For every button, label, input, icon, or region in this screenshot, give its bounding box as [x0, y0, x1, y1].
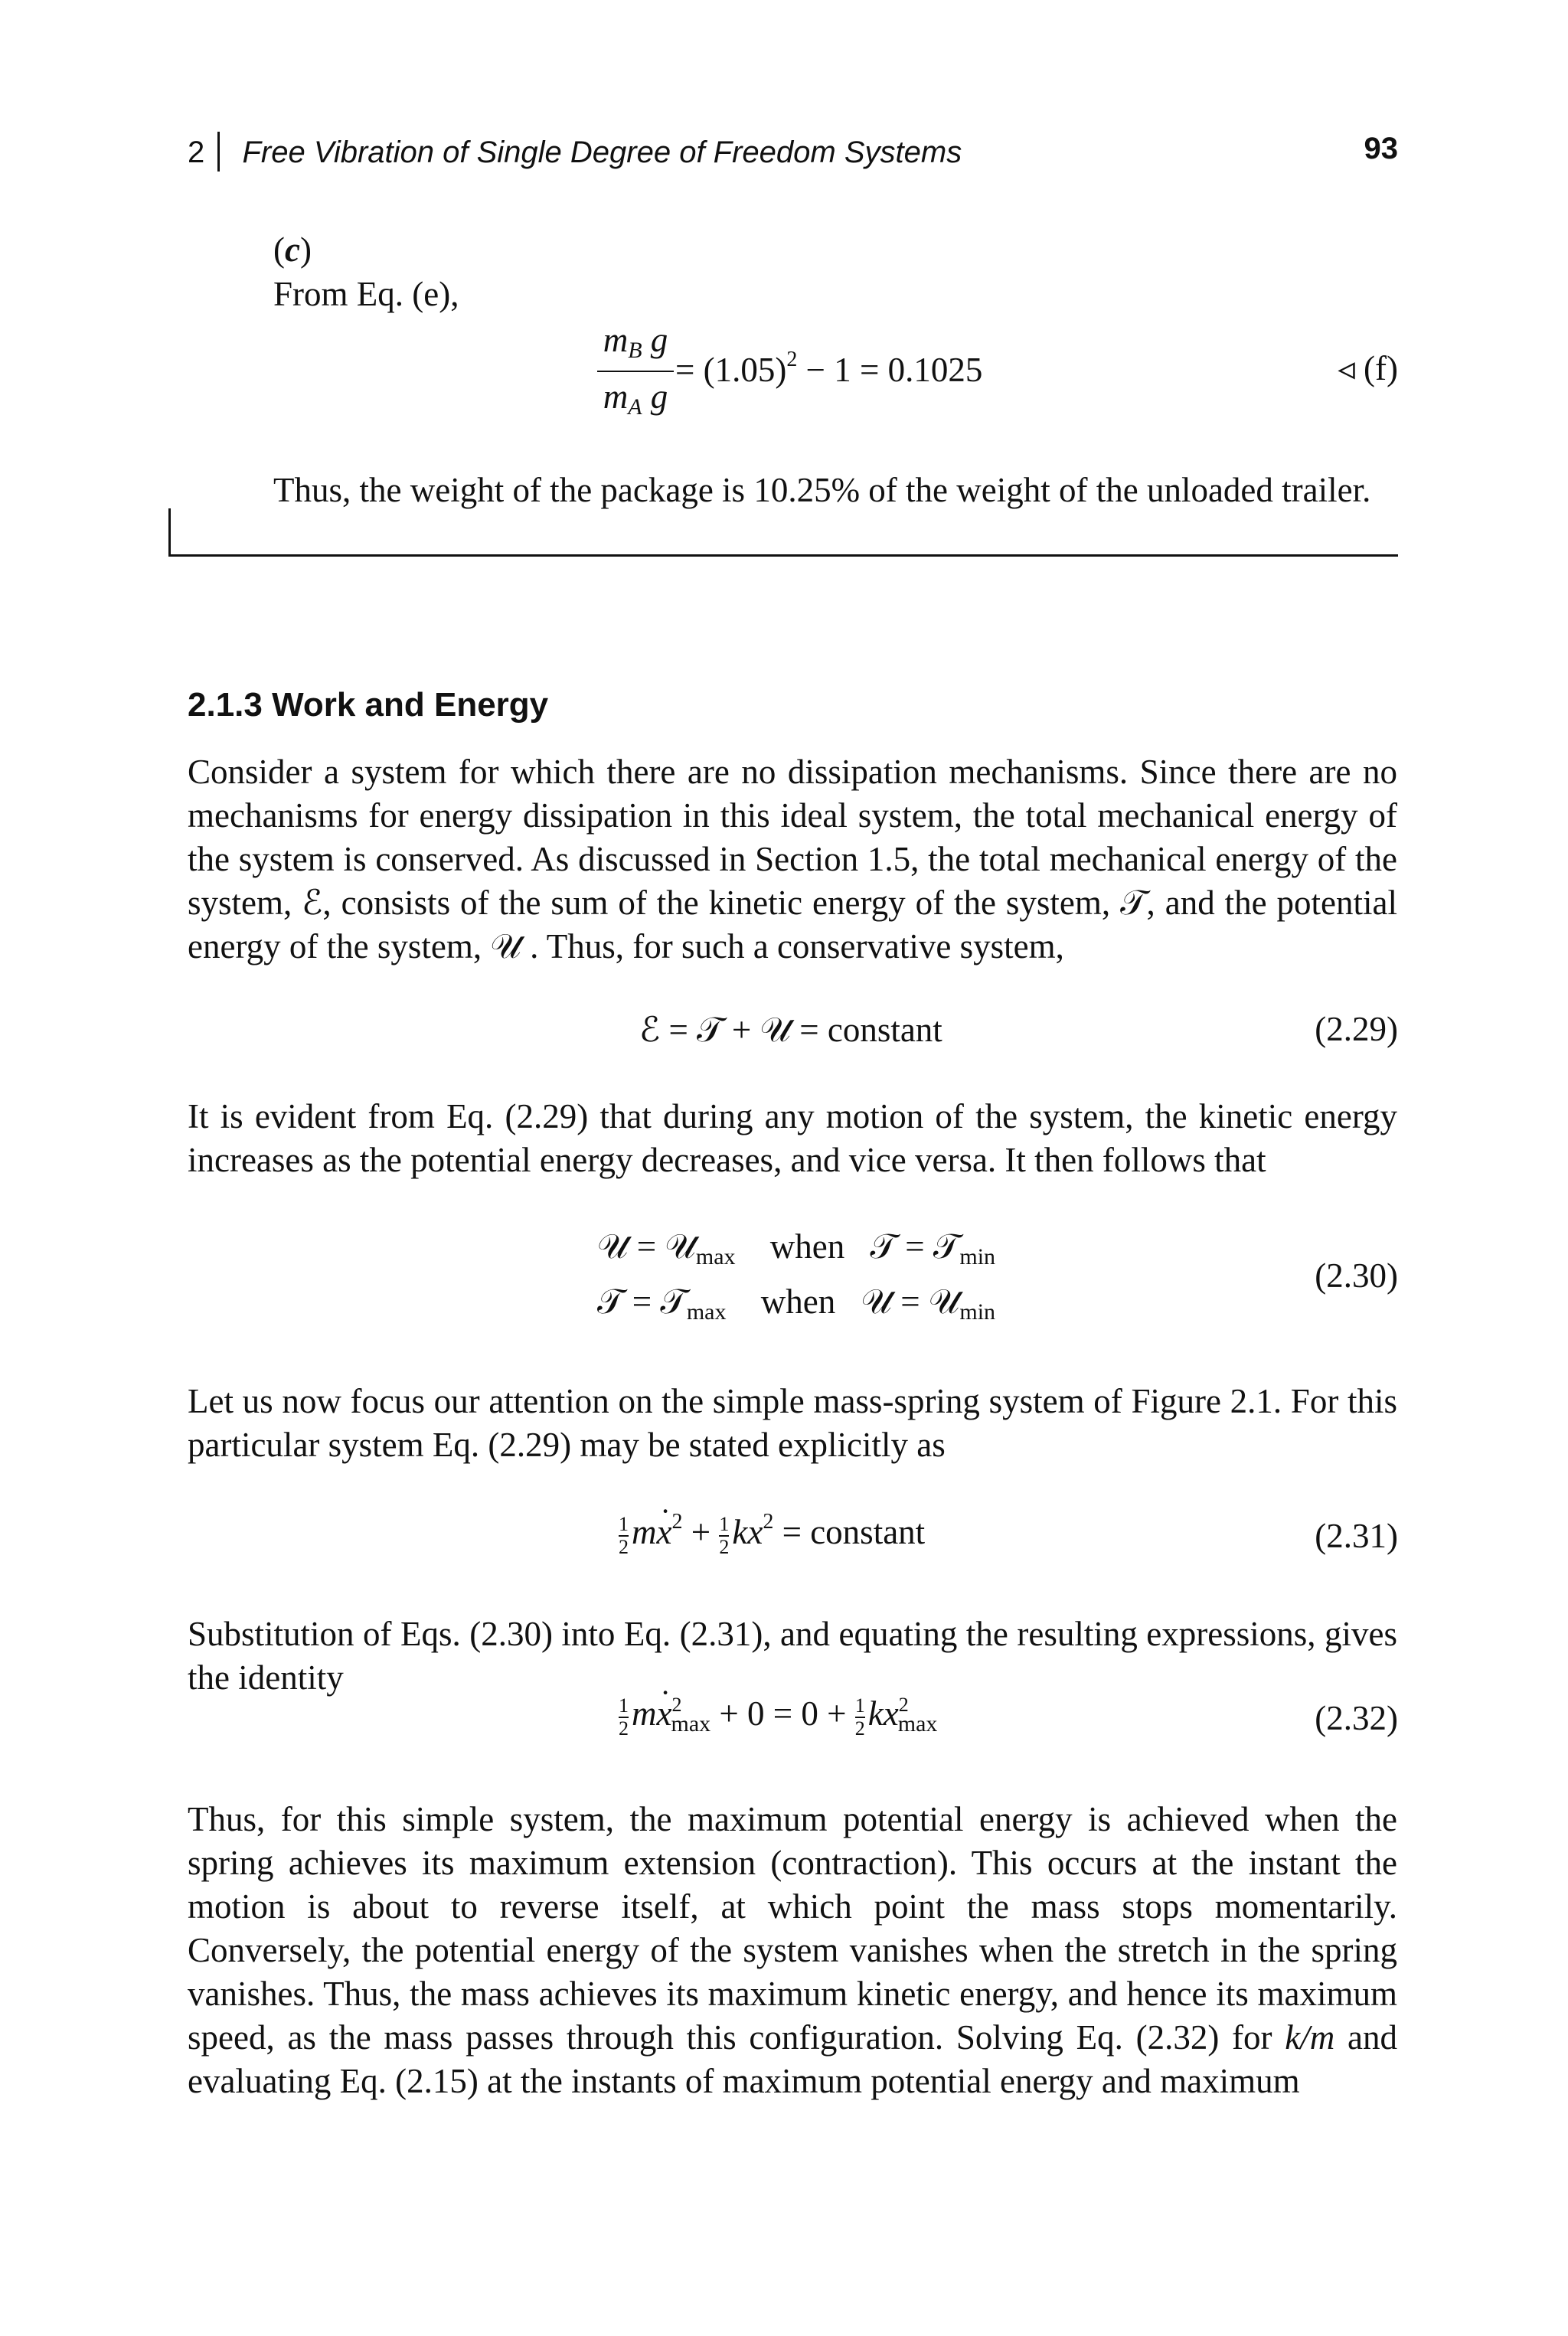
running-header: [188, 132, 962, 172]
header-divider: [217, 132, 220, 172]
paragraph-5: Thus, for this simple system, the maximum potential energy is achieved when the spring achieves its maximum extension (contraction). This occurs at the instant the motion is about to reverse itself, at which point the mass stops momentarily. Conversely, the potential energy of the system vanishes when the stretch in the spring vanishes. Thus, the mass achieves its maximum kinetic energy, and hence its maximum speed, as the mass passes through this configuration. Solving Eq. (2.32) for k/m and evaluating Eq. (2.15) at the instants of maximum potential energy and maximum: [188, 1800, 1397, 2100]
paragraph-3: Let us now focus our attention on the simple mass-spring system of Figure 2.1. For this particular system Eq. (2.29) may be stated explicitly as: [188, 1382, 1397, 1464]
part-label: (c): [273, 230, 312, 269]
equation-tag-2-29: (2.29): [1315, 1010, 1398, 1048]
paragraph-4: Substitution of Eqs. (2.30) into Eq. (2.31), and equating the resulting expressions, gives the identity: [188, 1615, 1397, 1697]
example-end-bracket-vertical: [168, 508, 171, 556]
equation-2-31: $\frac{1}{2}$ mx ·$^2$ + $\frac{1}{2}$ $kx^2$ = constant: [619, 1510, 925, 1558]
example-end-rule: [168, 554, 1398, 557]
k-over-m: k/m: [1285, 2018, 1335, 2057]
conclusion-text: Thus, the weight of the package is 10.25% of the weight of the unloaded trailer.: [273, 471, 1371, 509]
section-heading: 2.1.3 Work and Energy: [188, 686, 549, 724]
equation-tag-f: ◃ (f): [1338, 349, 1398, 387]
paragraph-1: Consider a system for which there are no dissipation mechanisms. Since there are no mechanisms for energy dissipation in this ideal system, the total mechanical energy of the system is conserved. As discussed in Section 1.5, the total mechanical energy of the system, ℰ, consists of the sum of the kinetic energy of the system, 𝒯, and the potential energy of the system, 𝒰 . Thus, for such a conservative system,: [188, 753, 1397, 965]
part-lead: From Eq. (e),: [273, 275, 459, 313]
equation-2-32: $\frac{1}{2}$ mx ·$^2_{max}$ + 0 = 0 + $\frac{1}{2}$ $kx^2_{max}$: [619, 1694, 937, 1740]
chapter-title: Free Vibration of Single Degree of Freedom Systems: [242, 136, 962, 169]
equation-tag-2-31: (2.31): [1315, 1517, 1398, 1555]
equation-2-30-line-1: 𝒰 = 𝒰$_{max}$ when 𝒯 = 𝒯$_{min}$: [597, 1227, 996, 1269]
paragraph-2: It is evident from Eq. (2.29) that during any motion of the system, the kinetic energy increases as the potential energy decreases, and vice versa. It then follows that: [188, 1097, 1397, 1179]
chapter-number: 2: [188, 136, 205, 169]
page-number: 93: [1364, 132, 1398, 165]
equation-2-30-line-2: 𝒯 = 𝒯$_{max}$ when 𝒰 = 𝒰$_{min}$: [597, 1282, 996, 1325]
equation-tag-2-30: (2.30): [1315, 1256, 1398, 1295]
equation-2-29: ℰ = 𝒯 + 𝒰 = constant: [639, 1011, 942, 1049]
equation-tag-2-32: (2.32): [1315, 1699, 1398, 1737]
